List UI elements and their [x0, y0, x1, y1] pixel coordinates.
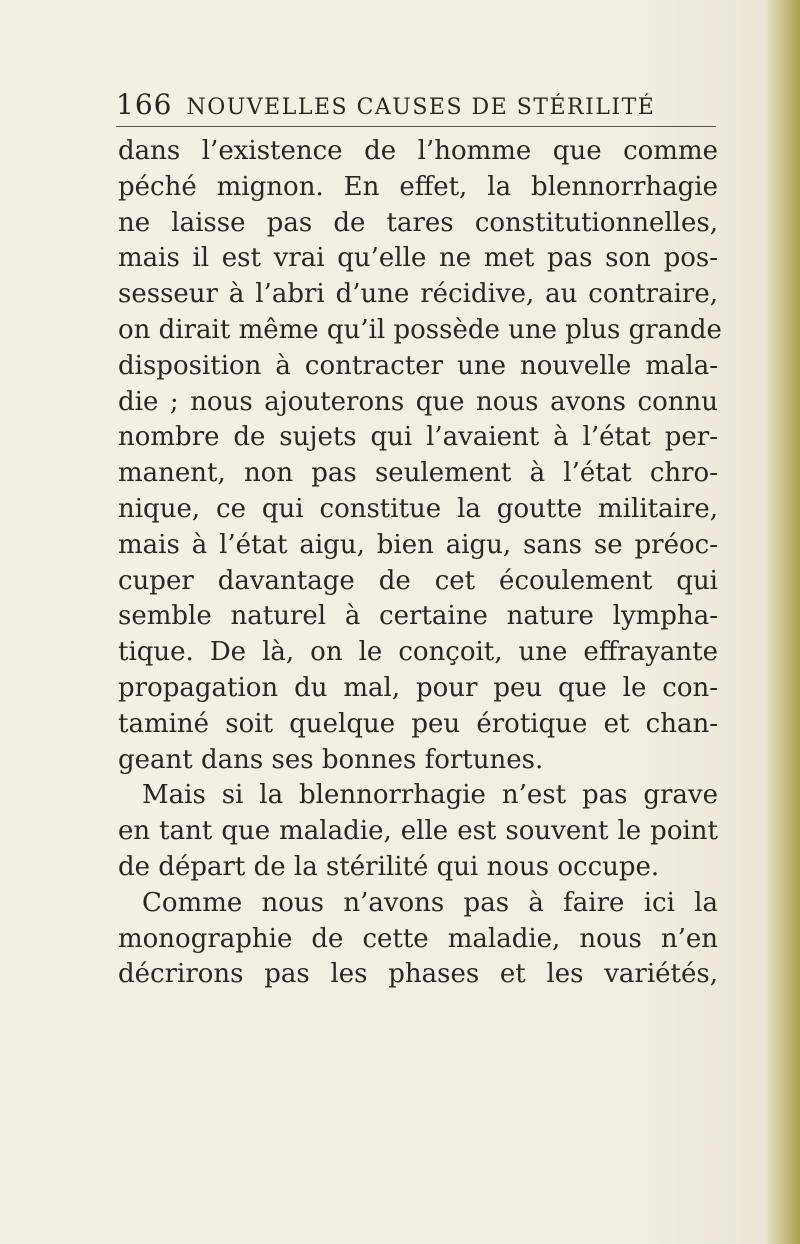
- text-line: taminé soit quelque peu érotique et chan-: [118, 708, 718, 739]
- text-line: tique. De là, on le conçoit, une effrayante: [118, 637, 718, 668]
- text-line: décrirons pas les phases et les variétés,: [118, 959, 718, 990]
- header-rule: [116, 126, 716, 127]
- text-line: manent, non pas seulement à l’état chro-: [118, 458, 718, 489]
- text-line: péché mignon. En effet, la blennorrhagie: [118, 171, 718, 202]
- page-header: [116, 88, 716, 128]
- text-line: die ; nous ajouterons que nous avons connu: [118, 386, 718, 417]
- text-line: monographie de cette maladie, nous n’en: [118, 923, 718, 954]
- text-line: nombre de sujets qui l’avaient à l’état per-: [118, 422, 718, 453]
- text-line: semble naturel à certaine nature lympha-: [118, 601, 718, 632]
- paragraph-end-line: de départ de la stérilité qui nous occupe.: [118, 851, 660, 882]
- text-line: mais il est vrai qu’elle ne met pas son pos-: [118, 243, 718, 274]
- text-line: ne laisse pas de tares constitutionnelles,: [118, 207, 718, 238]
- page-edge-shading: [764, 0, 800, 1244]
- text-line: on dirait même qu’il possède une plus grande: [118, 314, 722, 345]
- running-head: NOUVELLES CAUSES DE STÉRILITÉ: [186, 95, 656, 120]
- text-line: dans l’existence de l’homme que comme: [118, 136, 718, 166]
- text-line: sesseur à l’abri d’une récidive, au contraire,: [118, 279, 718, 310]
- text-line: cuper davantage de cet écoulement qui: [118, 565, 718, 596]
- text-line: disposition à contracter une nouvelle mala-: [118, 350, 718, 381]
- text-line: nique, ce qui constitue la goutte militaire,: [118, 493, 718, 524]
- paragraph-start-line: Mais si la blennorrhagie n’est pas grave: [142, 780, 718, 811]
- body-text: [118, 134, 722, 993]
- text-line: propagation du mal, pour peu que le con-: [118, 672, 718, 703]
- text-line: en tant que maladie, elle est souvent le point: [118, 816, 718, 847]
- page-number: 166: [116, 88, 173, 121]
- paragraph-end-line: geant dans ses bonnes fortunes.: [118, 744, 544, 775]
- text-line: mais à l’état aigu, bien aigu, sans se préoc-: [118, 529, 718, 560]
- paragraph-start-line: Comme nous n’avons pas à faire ici la: [142, 887, 718, 918]
